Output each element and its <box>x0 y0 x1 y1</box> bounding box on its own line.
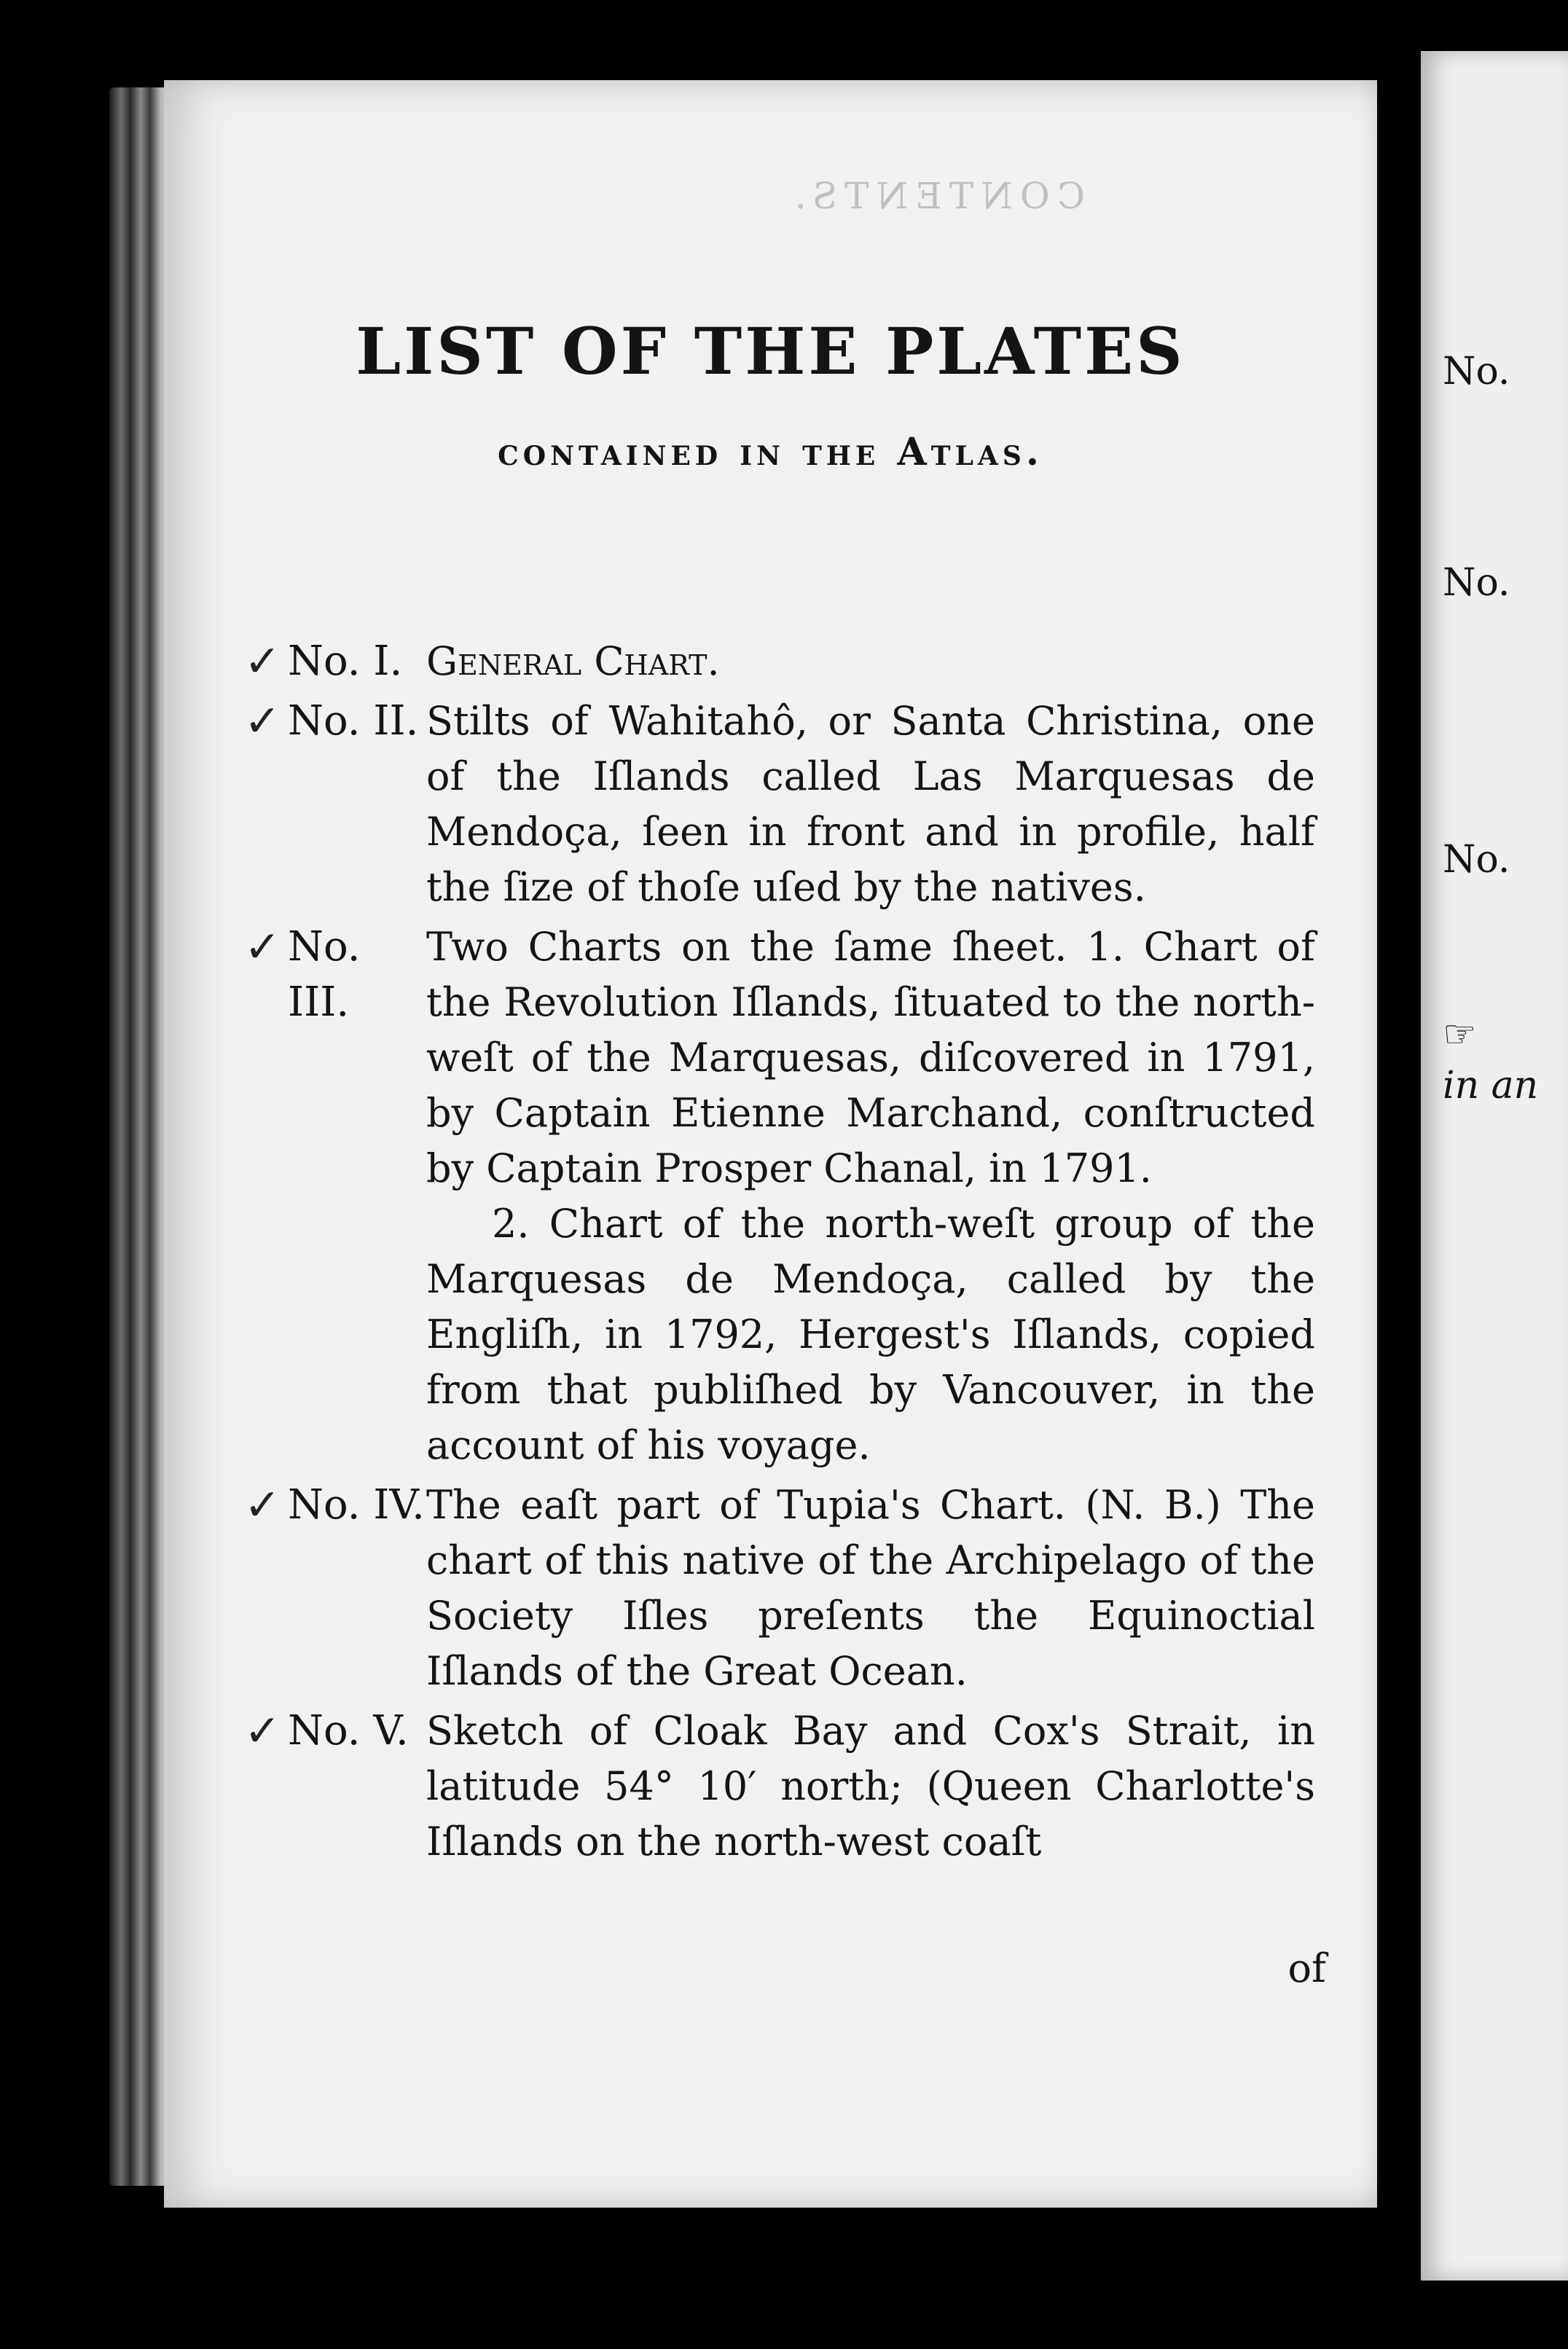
plate-description: Two Charts on the ſame ſheet. 1. Chart of the Revolution Iſlands, ſituated to the north-weſt of the Marquesas, diſcovered in 1791, by Captain Etienne Marchand, conſtructed by Captain Prosper Chanal, in 1791. <box>426 924 1315 1191</box>
plate-list <box>244 634 1341 1874</box>
plate-entry <box>244 1478 1341 1699</box>
plate-entry <box>244 634 1341 689</box>
plate-description: The eaſt part of Tupia's Chart. (N. B.) The chart of this native of the Archipelago of the Society Iſles preſents the Equinoctial Iſlands of the Great Ocean. <box>426 1482 1315 1694</box>
facing-page-line: No. <box>1443 838 1510 882</box>
facing-page <box>1421 51 1568 2281</box>
page-title: LIST OF THE PLATES <box>356 313 1185 389</box>
page-subtitle: contained in the Atlas. <box>498 430 1043 474</box>
facing-page-line: in an <box>1443 1064 1539 1107</box>
check-mark-icon: ✓ <box>244 1706 281 1757</box>
gutter <box>1377 0 1421 2349</box>
check-mark-icon: ✓ <box>244 1480 281 1531</box>
facing-page-line: No. <box>1443 561 1510 605</box>
plate-sub-description: 2. Chart of the north-weſt group of the Marquesas de Mendoça, called by the Engliſh, in 1792, Hergest's Iſlands, copied from that publiſhed by Vancouver, in the account of his voyage. <box>426 1201 1315 1468</box>
plate-number: No. IV. <box>288 1481 425 1529</box>
check-mark-icon: ✓ <box>244 922 281 973</box>
check-mark-icon: ✓ <box>244 696 281 747</box>
book-page <box>164 80 1377 2208</box>
plate-number: No. V. <box>288 1707 409 1754</box>
plate-number: No. II. <box>288 697 419 745</box>
catchword: of <box>1287 1945 1326 1991</box>
plate-entry <box>244 694 1341 915</box>
plate-description: Stilts of Wahitahô, or Santa Christina, one of the Iſlands called Las Marquesas de Mendoça, ſeen in front and in profile, half the ſize of thoſe uſed by the natives. <box>426 698 1315 910</box>
plate-number: No. I. <box>288 638 403 685</box>
plate-description: Sketch of Cloak Bay and Cox's Strait, in latitude 54° 10′ north; (Queen Charlotte's Iſlands on the north-west coaſt <box>426 1708 1315 1864</box>
facing-page-line: No. <box>1443 350 1510 393</box>
check-mark-icon: ✓ <box>244 636 281 687</box>
pointing-hand-icon: ☞ <box>1443 1013 1477 1056</box>
plate-number: No. III. <box>288 923 361 1026</box>
plate-entry <box>244 919 1341 1473</box>
plate-entry <box>244 1703 1341 1870</box>
plate-description: General Chart. <box>426 638 720 684</box>
bleed-through-text: CONTENTS. <box>787 175 1086 217</box>
